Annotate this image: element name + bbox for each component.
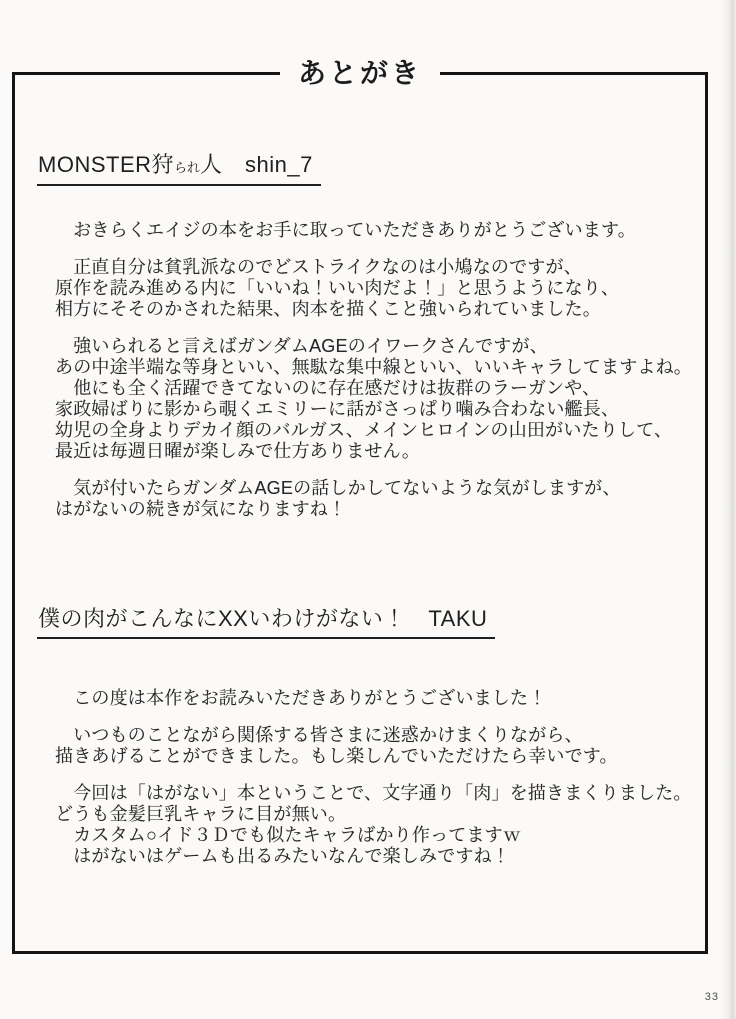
text-line: 今回は「はがない」本ということで、文字通り「肉」を描きまくりました。 (55, 783, 692, 803)
paragraph (55, 688, 687, 709)
heading-text: MONSTER狩 (38, 152, 175, 177)
text-line: 強いられると言えばガンダムAGEのイワークさんですが、 (55, 335, 548, 356)
section-taku (37, 605, 692, 868)
heading-text: 僕の肉がこんなにXXいわけがない！ TAKU (38, 605, 488, 631)
section-heading-taku (37, 605, 495, 640)
text-line: いつものことながら関係する皆さまに迷惑かけまくりながら、 (55, 725, 583, 745)
text-line: 正直自分は貧乳派なのでどストライクなのは小鳩なのですが、 (55, 256, 582, 277)
text-line: 原作を読み進める内に「いいね！いい肉だよ！」と思うようになり、 (55, 277, 620, 298)
page-number: 33 (704, 991, 719, 1003)
text-line: 他にも全く活躍できてないのに存在感だけは抜群のラーガンや、 (55, 377, 601, 398)
section-shin7 (37, 151, 692, 520)
text-line: おきらくエイジの本をお手に取っていただきありがとうございます。 (55, 219, 636, 240)
text-line: 描きあげることができました。もし楽しんでいただけたら幸いです。 (55, 746, 618, 766)
text-line: あの中途半端な等身といい、無駄な集中線といい、いいキャラしてますよね。 (55, 356, 692, 377)
heading-text: 人 shin_7 (200, 152, 313, 177)
text-line: どうも金髪巨乳キャラに目が無い。 (55, 804, 347, 824)
paragraph (55, 783, 692, 867)
paragraph (55, 257, 687, 320)
text-line: 幼児の全身よりデカイ顔のバルガス、メインヒロインの山田がいたりして、 (55, 419, 673, 440)
text-line: 相方にそそのかされた結果、肉本を描くこと強いられていました。 (55, 298, 601, 319)
paragraph (55, 335, 692, 462)
text-line: はがないはゲームも出るみたいなんで楽しみですね！ (55, 846, 510, 866)
section-heading-wrap (37, 605, 687, 640)
afterword-content (15, 151, 705, 867)
heading-text-small: られ (174, 160, 201, 175)
afterword-frame (12, 57, 708, 954)
page-title: あとがき (280, 58, 440, 90)
paragraph (55, 220, 687, 241)
paragraph (55, 725, 687, 767)
scan-edge-shadow (720, 0, 736, 1019)
text-line: 家政婦ばりに影から覗くエミリーに話がさっぱり噛み合わない艦長、 (55, 398, 620, 419)
paragraph (55, 478, 687, 520)
text-line: 気が付いたらガンダムAGEの話しかしてないような気がしますが、 (55, 477, 621, 498)
text-line: 最近は毎週日曜が楽しみで仕方ありません。 (55, 440, 421, 461)
section-heading-shin7 (37, 151, 321, 186)
text-line: カスタム○イド３Ｄでも似たキャラばかり作ってますｗ (55, 825, 522, 845)
section-heading-wrap (37, 151, 687, 186)
text-line: はがないの続きが気になりますね！ (55, 498, 347, 519)
text-line: この度は本作をお読みいただきありがとうございました！ (55, 688, 547, 708)
